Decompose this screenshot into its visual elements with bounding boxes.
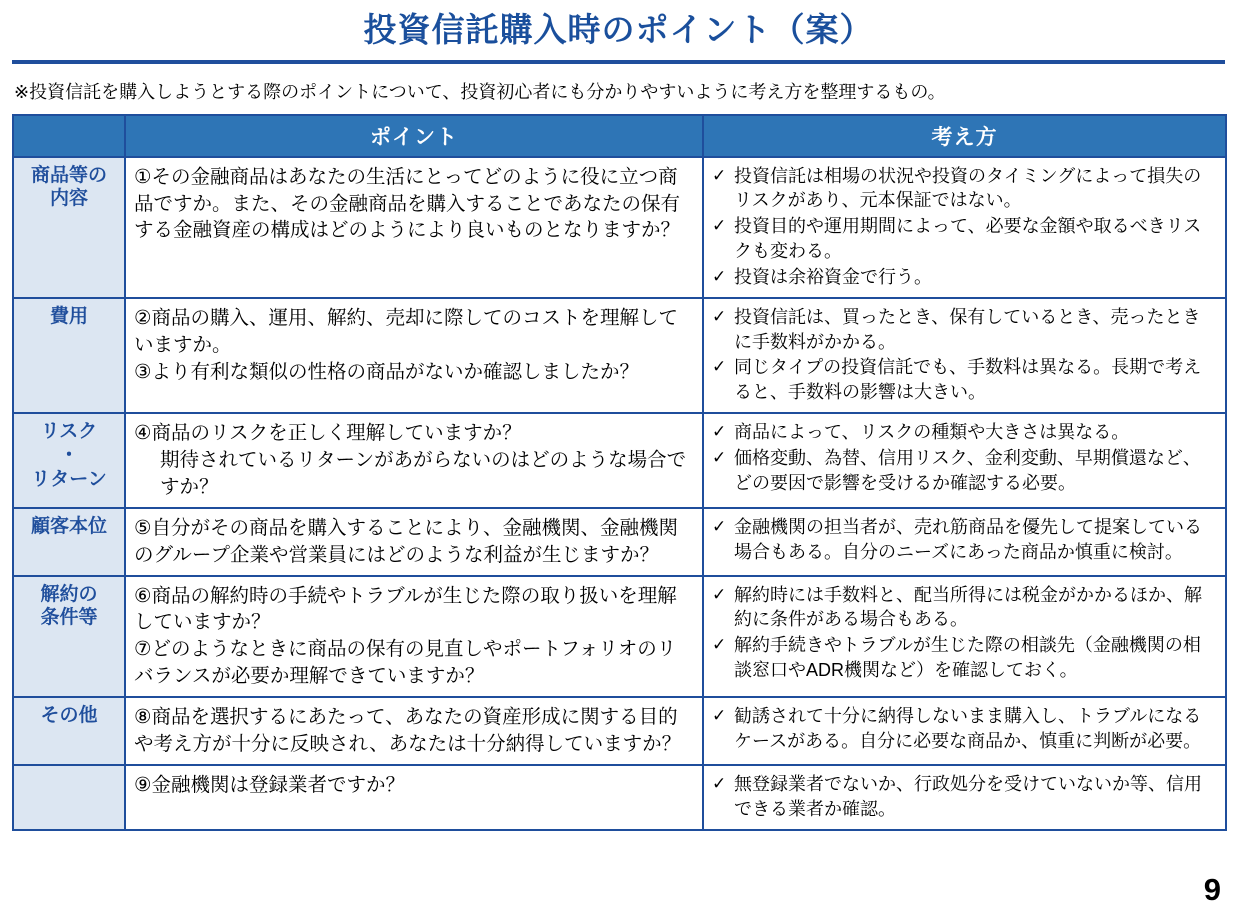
page-title: 投資信託購入時のポイント（案） <box>363 11 874 48</box>
row-category <box>13 157 125 298</box>
check-icon: ✓ <box>712 357 727 377</box>
point-item: ⑦どのようなときに商品の保有の見直しやポートフォリオのリバランスが必要か理解できていますか？ <box>134 638 677 688</box>
category-line: リスク <box>40 421 98 443</box>
thinking-list <box>712 704 1217 754</box>
table-header <box>13 115 1226 157</box>
check-icon: ✓ <box>712 635 727 655</box>
point-item: ④商品のリスクを正しく理解していますか？ <box>134 422 522 445</box>
row-point <box>125 576 703 698</box>
row-category <box>13 697 125 765</box>
points-table <box>12 114 1227 831</box>
category-line: リターン <box>31 468 107 490</box>
page-number: 9 <box>1203 872 1221 907</box>
point-item: 期待されているリターンがあがらないのはどのような場合ですか？ <box>160 448 687 498</box>
thinking-text: 無登録業者でないか、行政処分を受けていないか等、信用できる業者か確認。 <box>734 774 1202 819</box>
list-item <box>712 704 1217 754</box>
row-category <box>13 576 125 698</box>
table-body <box>13 157 1226 830</box>
table-row <box>13 157 1226 298</box>
check-icon: ✓ <box>712 422 727 442</box>
thinking-list <box>712 772 1217 822</box>
table-row <box>13 298 1226 413</box>
thinking-list <box>712 305 1217 405</box>
check-icon: ✓ <box>712 706 727 726</box>
thinking-list <box>712 420 1217 495</box>
row-category <box>13 298 125 413</box>
category-line: 内容 <box>49 188 88 210</box>
row-thinking <box>703 576 1226 698</box>
row-category <box>13 413 125 508</box>
point-item: ⑥商品の解約時の手続やトラブルが生じた際の取り扱いを理解していますか？ <box>134 584 677 634</box>
thinking-text: 投資信託は、買ったとき、保有しているとき、売ったときに手数料がかかる。 <box>734 306 1201 352</box>
table-row <box>13 508 1226 576</box>
check-icon: ✓ <box>712 165 727 185</box>
thinking-text: 同じタイプの投資信託でも、手数料は異なる。長期で考えると、手数料の影響は大きい。 <box>734 357 1202 403</box>
thinking-text: 解約時には手数料と、配当所得には税金がかかるほか、解約に条件がある場合もある。 <box>734 584 1202 630</box>
title-divider <box>12 60 1225 64</box>
point-item: ③より有利な類似の性格の商品がないか確認しましたか？ <box>134 360 639 383</box>
category-line: その他 <box>40 705 98 727</box>
row-point <box>125 765 703 830</box>
category-line: 費用 <box>49 305 88 327</box>
thinking-text: 金融機関の担当者が、売れ筋商品を優先して提案している場合もある。自分のニーズにあった商品か慎重に検討。 <box>734 516 1202 562</box>
row-thinking <box>703 508 1226 576</box>
list-item <box>712 583 1217 633</box>
row-thinking <box>703 697 1226 765</box>
list-item <box>712 772 1217 822</box>
list-item <box>712 214 1217 264</box>
note-text: ※投資信託を購入しようとする際のポイントについて、投資初心者にも分かりやすいように考え方を整理するもの。 <box>14 81 946 102</box>
row-thinking <box>703 765 1226 830</box>
check-icon: ✓ <box>712 447 727 467</box>
list-item <box>712 633 1217 683</box>
point-item: ①その金融商品はあなたの生活にとってどのように役に立つ商品ですか。また、その金融商品を購入することであなたの保有する金融資産の構成はどのようにより良いものとなりますか？ <box>134 165 681 242</box>
thinking-text: 投資目的や運用期間によって、必要な金額や取るべきリスクも変わる。 <box>734 216 1202 262</box>
list-item <box>712 305 1217 355</box>
point-item: ⑧商品を選択するにあたって、あなたの資産形成に関する目的や考え方が十分に反映され、あなたは十分納得していますか？ <box>134 706 682 756</box>
category-line: ・ <box>59 444 79 466</box>
category-line: 解約の <box>40 583 98 605</box>
list-item <box>712 355 1217 405</box>
list-item <box>712 515 1217 565</box>
row-category <box>13 765 125 830</box>
check-icon: ✓ <box>712 516 727 536</box>
list-item <box>712 420 1217 445</box>
list-item <box>712 164 1217 214</box>
thinking-text: 商品によって、リスクの種類や大きさは異なる。 <box>734 422 1130 443</box>
point-item: ②商品の購入、運用、解約、売却に際してのコストを理解していますか。 <box>134 306 678 356</box>
check-icon: ✓ <box>712 216 727 236</box>
thinking-list <box>712 515 1217 565</box>
category-line: 条件等 <box>40 607 98 629</box>
table-row <box>13 697 1226 765</box>
column-header-point: ポイント <box>125 115 703 157</box>
row-point <box>125 157 703 298</box>
check-icon: ✓ <box>712 306 727 326</box>
table-row <box>13 413 1226 508</box>
table-row <box>13 765 1226 830</box>
thinking-list <box>712 583 1217 683</box>
row-point <box>125 508 703 576</box>
thinking-list <box>712 164 1217 290</box>
thinking-text: 解約手続きやトラブルが生じた際の相談先（金融機関の相談窓口やADR機関など）を確認しておく。 <box>734 635 1201 681</box>
column-header-thinking: 考え方 <box>703 115 1226 157</box>
row-point <box>125 413 703 508</box>
category-line: 顧客本位 <box>30 515 107 537</box>
point-item: ⑨金融機関は登録業者ですか？ <box>134 774 405 797</box>
row-thinking <box>703 298 1226 413</box>
row-thinking <box>703 413 1226 508</box>
list-item <box>712 265 1217 290</box>
point-item: ⑤自分がその商品を購入することにより、金融機関、金融機関のグループ企業や営業員にはどのような利益が生じますか？ <box>134 516 678 566</box>
check-icon: ✓ <box>712 584 727 604</box>
row-point <box>125 697 703 765</box>
row-point <box>125 298 703 413</box>
column-header-category <box>13 115 125 157</box>
table-row <box>13 576 1226 698</box>
thinking-text: 投資信託は相場の状況や投資のタイミングによって損失のリスクがあり、元本保証ではない。 <box>734 165 1202 211</box>
row-thinking <box>703 157 1226 298</box>
thinking-text: 価格変動、為替、信用リスク、金利変動、早期償還など、どの要因で影響を受けるか確認する必要。 <box>734 447 1201 493</box>
row-category <box>13 508 125 576</box>
thinking-text: 投資は余裕資金で行う。 <box>734 266 932 287</box>
list-item <box>712 446 1217 496</box>
category-line: 商品等の <box>30 164 107 186</box>
check-icon: ✓ <box>712 266 727 286</box>
check-icon: ✓ <box>712 774 727 794</box>
thinking-text: 勧誘されて十分に納得しないまま購入し、トラブルになるケースがある。自分に必要な商品か、慎重に判断が必要。 <box>734 706 1202 752</box>
